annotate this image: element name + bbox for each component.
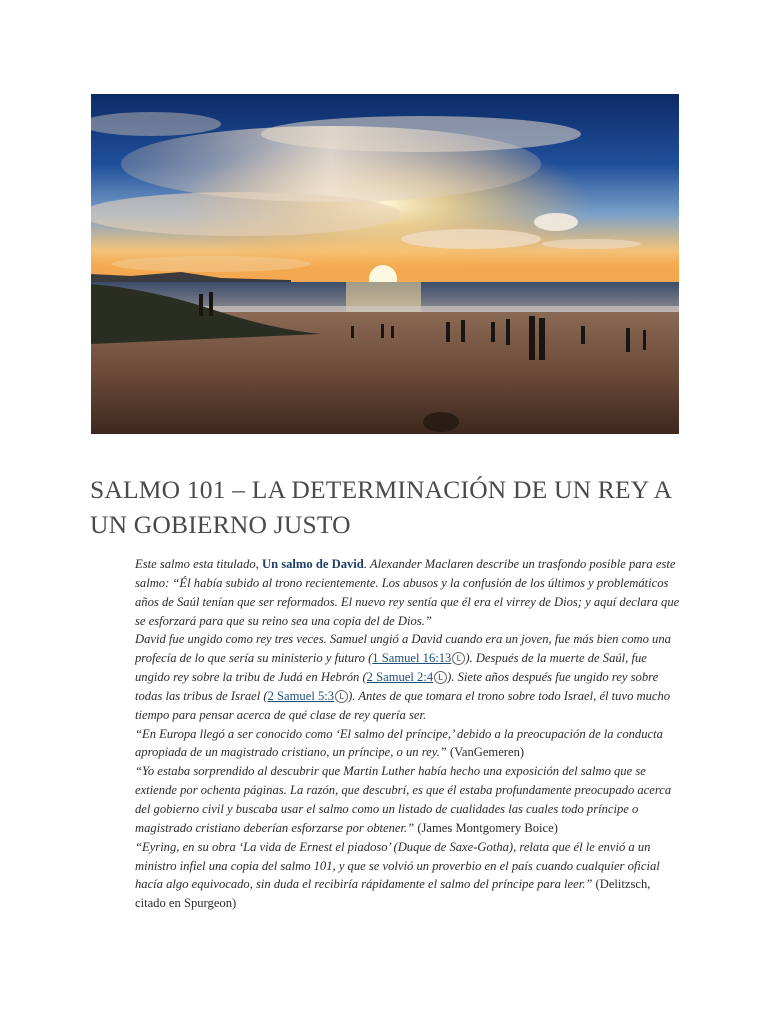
lexicon-badge-icon[interactable]: L [335,690,348,703]
quote-source: (James Montgomery Boice) [414,820,558,835]
david-text-d: ). Antes de que tomara el trono sobre todo Israel, él tuvo mucho tiempo para pensar acerca de qué clase de rey quería ser. [135,688,671,722]
paragraph-quote-boice [135,762,683,837]
hero-image-sunset-beach [91,94,679,434]
lexicon-badge-icon[interactable]: L [452,652,465,665]
ref-1-samuel-16-13[interactable]: 1 Samuel 16:13 [372,651,452,666]
ref-2-samuel-2-4[interactable]: 2 Samuel 2:4 [366,670,434,685]
salmo-de-david-link[interactable]: Un salmo de David [261,557,364,571]
paragraph-quote-delitzsch [135,838,683,913]
quote-source: (Delitzsch, citado en Spurgeon) [135,877,651,911]
paragraph-david-anointed [135,630,683,724]
page-title: SALMO 101 – LA DETERMINACIÓN DE UN REY A UN GOBIERNO JUSTO [90,475,671,539]
david-text-a: David fue ungido como rey tres veces. Samuel ungió a David cuando era un joven, fue más bien como una profecía de lo que sería su ministerio y futuro ( [135,632,671,666]
quote-text: “Eyring, en su obra ‘La vida de Ernest el piadoso’ (Duque de Saxe-Gotha), relata que él le envió a un ministro infiel una copia del salmo 101, y que se volvió un proverbio en el país cuando cualquier oficial hacía algo equivocado, sin duda el recibiría rápidamente el salmo del príncipe para leer.” [135,839,660,892]
article-body [135,555,683,913]
quote-text: “Yo estaba sorprendido al descubrir que Martin Luther había hecho una exposición del salmo que se extiende por ochenta páginas. La razón, que descubrí, es que él estaba profundamente preocupado acerca del gobierno civil y buscaba usar el salmo como un listado de cualidades las cuales todo príncipe o magistrado cristiano deberían esforzarse por obtener.” [135,764,672,835]
quote-text: “En Europa llegó a ser conocido como ‘El salmo del príncipe,’ debido a la preocupación de la conducta apropiada de un magistrado cristiano, un príncipe, o un rey.” [135,726,663,760]
david-text-b: ). Después de la muerte de Saúl, fue ungido rey sobre la tribu de Judá en Hebrón ( [135,651,647,685]
lexicon-badge-icon[interactable]: L [434,671,447,684]
intro-text-end: . Alexander Maclaren describe un trasfondo posible para este salmo: “Él había subido al trono recientemente. Los abusos y la confusión de los últimos y problemáticos años de Saúl tenían que ser reformados. El nuevo rey sentía que él era el virrey de Dios; y aquí declara que se esforzará para que su reino sea una copia del de Dios.” [135,557,680,628]
paragraph-intro [135,555,683,630]
david-text-c: ). Siete años después fue ungido rey sobre todas las tribus de Israel ( [135,670,659,703]
ref-2-samuel-5-3[interactable]: 2 Samuel 5:3 [267,688,335,703]
sunset-beach-illustration [91,94,679,434]
quote-source: (VanGemeren) [446,745,525,760]
intro-text-start: Este salmo esta titulado, [135,557,262,571]
paragraph-quote-vangemeren [135,725,683,763]
